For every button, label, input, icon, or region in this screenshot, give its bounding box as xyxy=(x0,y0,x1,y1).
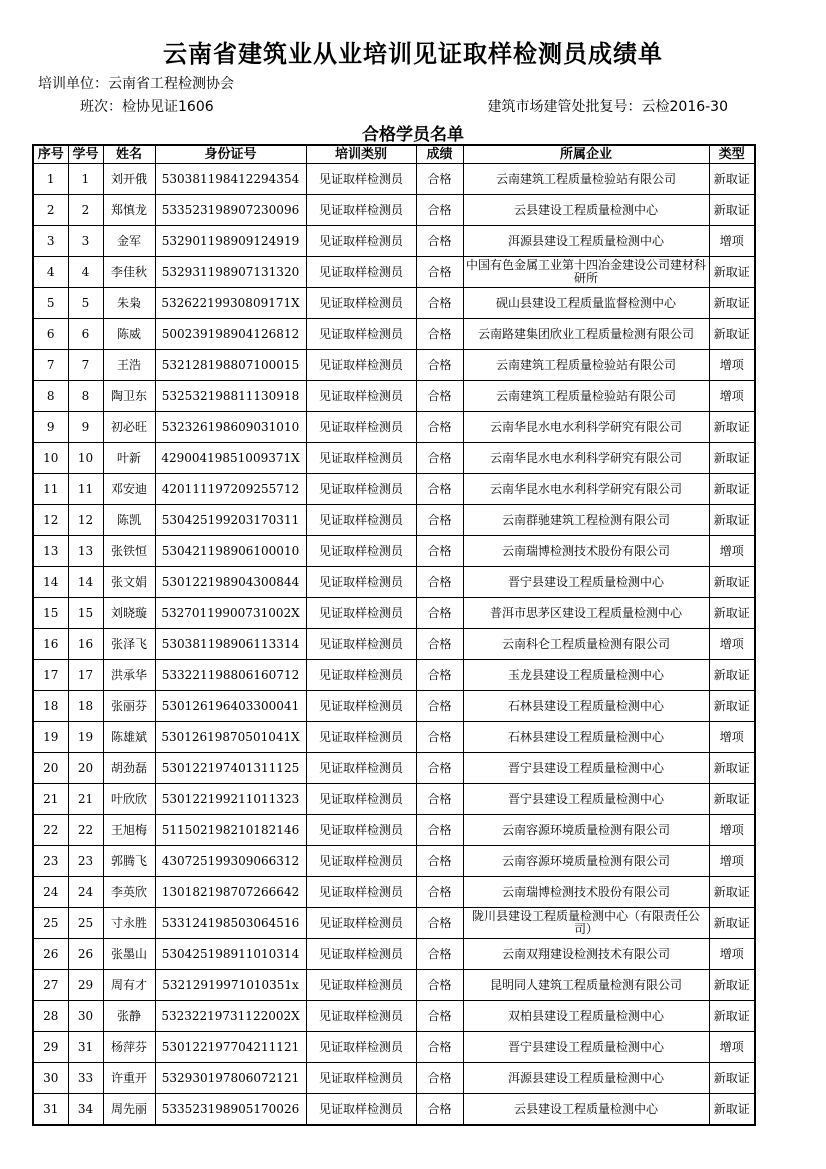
cell-student-id: 24 xyxy=(68,877,103,908)
cell-score: 合格 xyxy=(416,846,463,877)
cell-score: 合格 xyxy=(416,164,463,195)
cell-type: 增项 xyxy=(709,381,755,412)
table-row xyxy=(33,1063,755,1094)
cell-no: 7 xyxy=(33,350,68,381)
cell-category: 见证取样检测员 xyxy=(306,474,416,505)
cell-id-number: 533523198905170026 xyxy=(155,1094,306,1126)
cell-company: 云南华昆水电水利科学研究有限公司 xyxy=(463,412,709,443)
cell-type: 增项 xyxy=(709,629,755,660)
cell-student-id: 2 xyxy=(68,195,103,226)
cell-type: 新取证 xyxy=(709,288,755,319)
cell-student-id: 13 xyxy=(68,536,103,567)
table-row xyxy=(33,474,755,505)
table-row xyxy=(33,815,755,846)
cell-type: 新取证 xyxy=(709,567,755,598)
cell-student-id: 12 xyxy=(68,505,103,536)
cell-student-id: 20 xyxy=(68,753,103,784)
col-header-name: 姓名 xyxy=(103,145,155,164)
cell-category: 见证取样检测员 xyxy=(306,629,416,660)
cell-score: 合格 xyxy=(416,815,463,846)
cell-company: 昆明同人建筑工程质量检测有限公司 xyxy=(463,970,709,1001)
table-row xyxy=(33,288,755,319)
cell-id-number: 530122197704211121 xyxy=(155,1032,306,1063)
cell-score: 合格 xyxy=(416,908,463,939)
cell-category: 见证取样检测员 xyxy=(306,319,416,350)
cell-company: 云县建设工程质量检测中心 xyxy=(463,1094,709,1126)
page-title: 云南省建筑业从业培训见证取样检测员成绩单 xyxy=(163,40,663,68)
cell-category: 见证取样检测员 xyxy=(306,1063,416,1094)
cell-no: 19 xyxy=(33,722,68,753)
cell-score: 合格 xyxy=(416,567,463,598)
cell-score: 合格 xyxy=(416,536,463,567)
cell-name: 胡劲磊 xyxy=(103,753,155,784)
cell-id-number: 53212919971010351x xyxy=(155,970,306,1001)
cell-type: 新取证 xyxy=(709,164,755,195)
cell-no: 13 xyxy=(33,536,68,567)
cell-type: 新取证 xyxy=(709,753,755,784)
cell-id-number: 530421198906100010 xyxy=(155,536,306,567)
cell-category: 见证取样检测员 xyxy=(306,815,416,846)
cell-score: 合格 xyxy=(416,257,463,288)
cell-score: 合格 xyxy=(416,443,463,474)
cell-category: 见证取样检测员 xyxy=(306,598,416,629)
cell-no: 26 xyxy=(33,939,68,970)
cell-type: 新取证 xyxy=(709,784,755,815)
table-row xyxy=(33,722,755,753)
cell-score: 合格 xyxy=(416,319,463,350)
cell-score: 合格 xyxy=(416,226,463,257)
roster-table xyxy=(32,144,756,1126)
col-header-company: 所属企业 xyxy=(463,145,709,164)
table-row xyxy=(33,660,755,691)
cell-type: 新取证 xyxy=(709,195,755,226)
cell-name: 李佳秋 xyxy=(103,257,155,288)
cell-score: 合格 xyxy=(416,350,463,381)
cell-id-number: 532326198609031010 xyxy=(155,412,306,443)
cell-no: 14 xyxy=(33,567,68,598)
cell-name: 李英欣 xyxy=(103,877,155,908)
cell-name: 朱枭 xyxy=(103,288,155,319)
cell-student-id: 14 xyxy=(68,567,103,598)
col-header-type: 类型 xyxy=(709,145,755,164)
cell-score: 合格 xyxy=(416,629,463,660)
cell-type: 增项 xyxy=(709,536,755,567)
cell-company: 云县建设工程质量检测中心 xyxy=(463,195,709,226)
training-unit: 培训单位：云南省工程检测协会 xyxy=(38,76,234,92)
table-row xyxy=(33,908,755,939)
cell-category: 见证取样检测员 xyxy=(306,164,416,195)
cell-student-id: 26 xyxy=(68,939,103,970)
cell-type: 增项 xyxy=(709,722,755,753)
cell-score: 合格 xyxy=(416,1032,463,1063)
table-row xyxy=(33,164,755,195)
cell-company: 云南瑞博检测技术股份有限公司 xyxy=(463,536,709,567)
table-row xyxy=(33,846,755,877)
cell-student-id: 21 xyxy=(68,784,103,815)
cell-no: 11 xyxy=(33,474,68,505)
cell-student-id: 16 xyxy=(68,629,103,660)
cell-type: 新取证 xyxy=(709,505,755,536)
approval-number: 建筑市场建管处批复号：云检2016-30 xyxy=(487,99,728,115)
cell-name: 邓安迪 xyxy=(103,474,155,505)
cell-id-number: 53262219930809171X xyxy=(155,288,306,319)
cell-no: 8 xyxy=(33,381,68,412)
col-header-category: 培训类别 xyxy=(306,145,416,164)
cell-id-number: 530381198906113314 xyxy=(155,629,306,660)
cell-score: 合格 xyxy=(416,970,463,1001)
table-row xyxy=(33,629,755,660)
cell-name: 洪承华 xyxy=(103,660,155,691)
table-row xyxy=(33,877,755,908)
cell-company: 云南华昆水电水利科学研究有限公司 xyxy=(463,474,709,505)
table-row xyxy=(33,257,755,288)
cell-name: 张泽飞 xyxy=(103,629,155,660)
cell-id-number: 430725199309066312 xyxy=(155,846,306,877)
cell-score: 合格 xyxy=(416,381,463,412)
cell-no: 2 xyxy=(33,195,68,226)
cell-type: 增项 xyxy=(709,939,755,970)
cell-company: 云南建筑工程质量检验站有限公司 xyxy=(463,164,709,195)
cell-score: 合格 xyxy=(416,939,463,970)
cell-no: 21 xyxy=(33,784,68,815)
cell-score: 合格 xyxy=(416,1001,463,1032)
cell-score: 合格 xyxy=(416,505,463,536)
cell-type: 增项 xyxy=(709,350,755,381)
cell-no: 1 xyxy=(33,164,68,195)
cell-category: 见证取样检测员 xyxy=(306,195,416,226)
cell-id-number: 532930197806072121 xyxy=(155,1063,306,1094)
cell-category: 见证取样检测员 xyxy=(306,784,416,815)
cell-no: 9 xyxy=(33,412,68,443)
table-row xyxy=(33,536,755,567)
cell-company: 玉龙县建设工程质量检测中心 xyxy=(463,660,709,691)
cell-company: 晋宁县建设工程质量检测中心 xyxy=(463,1032,709,1063)
cell-category: 见证取样检测员 xyxy=(306,443,416,474)
cell-type: 新取证 xyxy=(709,1001,755,1032)
cell-type: 增项 xyxy=(709,846,755,877)
cell-type: 新取证 xyxy=(709,412,755,443)
cell-student-id: 6 xyxy=(68,319,103,350)
cell-id-number: 42900419851009371X xyxy=(155,443,306,474)
col-header-no: 序号 xyxy=(33,145,68,164)
cell-name: 张静 xyxy=(103,1001,155,1032)
table-row xyxy=(33,1001,755,1032)
cell-score: 合格 xyxy=(416,660,463,691)
cell-name: 陈威 xyxy=(103,319,155,350)
cell-no: 6 xyxy=(33,319,68,350)
cell-no: 12 xyxy=(33,505,68,536)
cell-category: 见证取样检测员 xyxy=(306,970,416,1001)
class-label: 班次：检协见证1606 xyxy=(80,99,214,115)
cell-name: 张丽芬 xyxy=(103,691,155,722)
cell-category: 见证取样检测员 xyxy=(306,1001,416,1032)
cell-no: 24 xyxy=(33,877,68,908)
cell-no: 20 xyxy=(33,753,68,784)
cell-company: 晋宁县建设工程质量检测中心 xyxy=(463,753,709,784)
cell-id-number: 530126196403300041 xyxy=(155,691,306,722)
cell-company: 云南路建集团欣业工程质量检测有限公司 xyxy=(463,319,709,350)
cell-score: 合格 xyxy=(416,195,463,226)
cell-name: 王旭梅 xyxy=(103,815,155,846)
cell-category: 见证取样检测员 xyxy=(306,1094,416,1126)
cell-score: 合格 xyxy=(416,412,463,443)
cell-type: 增项 xyxy=(709,226,755,257)
cell-type: 新取证 xyxy=(709,598,755,629)
cell-name: 刘晓璇 xyxy=(103,598,155,629)
cell-name: 张铁恒 xyxy=(103,536,155,567)
cell-id-number: 533124198503064516 xyxy=(155,908,306,939)
cell-student-id: 4 xyxy=(68,257,103,288)
col-header-score: 成绩 xyxy=(416,145,463,164)
cell-type: 增项 xyxy=(709,1032,755,1063)
cell-category: 见证取样检测员 xyxy=(306,908,416,939)
cell-company: 云南科仑工程质量检测有限公司 xyxy=(463,629,709,660)
cell-type: 新取证 xyxy=(709,660,755,691)
cell-category: 见证取样检测员 xyxy=(306,257,416,288)
cell-no: 10 xyxy=(33,443,68,474)
cell-no: 31 xyxy=(33,1094,68,1126)
cell-student-id: 23 xyxy=(68,846,103,877)
cell-id-number: 532532198811130918 xyxy=(155,381,306,412)
cell-id-number: 532128198807100015 xyxy=(155,350,306,381)
cell-type: 新取证 xyxy=(709,474,755,505)
cell-company: 石林县建设工程质量检测中心 xyxy=(463,722,709,753)
cell-no: 5 xyxy=(33,288,68,319)
cell-name: 周先丽 xyxy=(103,1094,155,1126)
header-row xyxy=(33,145,755,164)
cell-type: 新取证 xyxy=(709,443,755,474)
cell-category: 见证取样检测员 xyxy=(306,350,416,381)
cell-no: 15 xyxy=(33,598,68,629)
cell-company: 晋宁县建设工程质量检测中心 xyxy=(463,567,709,598)
cell-score: 合格 xyxy=(416,288,463,319)
cell-id-number: 532931198907131320 xyxy=(155,257,306,288)
cell-no: 17 xyxy=(33,660,68,691)
cell-no: 23 xyxy=(33,846,68,877)
cell-id-number: 530381198412294354 xyxy=(155,164,306,195)
cell-name: 陈凯 xyxy=(103,505,155,536)
col-header-id-number: 身份证号 xyxy=(155,145,306,164)
cell-name: 叶欣欣 xyxy=(103,784,155,815)
cell-score: 合格 xyxy=(416,1063,463,1094)
cell-company: 云南建筑工程质量检验站有限公司 xyxy=(463,381,709,412)
cell-company: 云南瑞博检测技术股份有限公司 xyxy=(463,877,709,908)
cell-student-id: 8 xyxy=(68,381,103,412)
cell-company: 云南容源环境质量检测有限公司 xyxy=(463,815,709,846)
cell-type: 新取证 xyxy=(709,877,755,908)
table-row xyxy=(33,1094,755,1126)
cell-company: 石林县建设工程质量检测中心 xyxy=(463,691,709,722)
cell-id-number: 533221198806160712 xyxy=(155,660,306,691)
cell-id-number: 530425199203170311 xyxy=(155,505,306,536)
cell-student-id: 17 xyxy=(68,660,103,691)
cell-category: 见证取样检测员 xyxy=(306,660,416,691)
cell-type: 新取证 xyxy=(709,319,755,350)
cell-no: 27 xyxy=(33,970,68,1001)
cell-company: 中国有色金属工业第十四冶金建设公司建材科研所 xyxy=(463,257,709,288)
cell-student-id: 25 xyxy=(68,908,103,939)
col-header-student-id: 学号 xyxy=(68,145,103,164)
cell-type: 新取证 xyxy=(709,691,755,722)
cell-name: 叶新 xyxy=(103,443,155,474)
cell-id-number: 532901198909124919 xyxy=(155,226,306,257)
cell-score: 合格 xyxy=(416,1094,463,1126)
cell-type: 新取证 xyxy=(709,970,755,1001)
cell-type: 新取证 xyxy=(709,257,755,288)
cell-student-id: 5 xyxy=(68,288,103,319)
cell-student-id: 1 xyxy=(68,164,103,195)
cell-score: 合格 xyxy=(416,691,463,722)
cell-no: 28 xyxy=(33,1001,68,1032)
table-row xyxy=(33,691,755,722)
cell-student-id: 7 xyxy=(68,350,103,381)
cell-category: 见证取样检测员 xyxy=(306,939,416,970)
cell-type: 新取证 xyxy=(709,1094,755,1126)
table-row xyxy=(33,319,755,350)
cell-name: 初必旺 xyxy=(103,412,155,443)
cell-id-number: 130182198707266642 xyxy=(155,877,306,908)
cell-id-number: 53270119900731002X xyxy=(155,598,306,629)
cell-no: 29 xyxy=(33,1032,68,1063)
cell-company: 云南建筑工程质量检验站有限公司 xyxy=(463,350,709,381)
cell-id-number: 530122197401311125 xyxy=(155,753,306,784)
cell-score: 合格 xyxy=(416,877,463,908)
cell-company: 云南容源环境质量检测有限公司 xyxy=(463,846,709,877)
cell-no: 25 xyxy=(33,908,68,939)
cell-category: 见证取样检测员 xyxy=(306,877,416,908)
cell-company: 云南双翔建设检测技术有限公司 xyxy=(463,939,709,970)
cell-category: 见证取样检测员 xyxy=(306,753,416,784)
cell-company: 双柏县建设工程质量检测中心 xyxy=(463,1001,709,1032)
cell-company: 洱源县建设工程质量检测中心 xyxy=(463,226,709,257)
cell-student-id: 19 xyxy=(68,722,103,753)
cell-student-id: 31 xyxy=(68,1032,103,1063)
cell-student-id: 3 xyxy=(68,226,103,257)
table-row xyxy=(33,970,755,1001)
cell-category: 见证取样检测员 xyxy=(306,1032,416,1063)
cell-id-number: 533523198907230096 xyxy=(155,195,306,226)
cell-category: 见证取样检测员 xyxy=(306,412,416,443)
cell-student-id: 10 xyxy=(68,443,103,474)
cell-student-id: 29 xyxy=(68,970,103,1001)
cell-id-number: 53232219731122002X xyxy=(155,1001,306,1032)
cell-company: 云南华昆水电水利科学研究有限公司 xyxy=(463,443,709,474)
cell-name: 金军 xyxy=(103,226,155,257)
table-row xyxy=(33,598,755,629)
cell-no: 18 xyxy=(33,691,68,722)
cell-score: 合格 xyxy=(416,474,463,505)
cell-category: 见证取样检测员 xyxy=(306,691,416,722)
cell-type: 新取证 xyxy=(709,1063,755,1094)
cell-name: 陈雄斌 xyxy=(103,722,155,753)
table-row xyxy=(33,1032,755,1063)
cell-id-number: 53012619870501041X xyxy=(155,722,306,753)
cell-id-number: 511502198210182146 xyxy=(155,815,306,846)
cell-type: 新取证 xyxy=(709,908,755,939)
table-row xyxy=(33,195,755,226)
cell-id-number: 420111197209255712 xyxy=(155,474,306,505)
cell-no: 4 xyxy=(33,257,68,288)
cell-category: 见证取样检测员 xyxy=(306,536,416,567)
table-row xyxy=(33,784,755,815)
table-row xyxy=(33,939,755,970)
cell-student-id: 34 xyxy=(68,1094,103,1126)
cell-score: 合格 xyxy=(416,784,463,815)
cell-id-number: 530122199211011323 xyxy=(155,784,306,815)
table-row xyxy=(33,381,755,412)
cell-student-id: 9 xyxy=(68,412,103,443)
cell-score: 合格 xyxy=(416,598,463,629)
cell-no: 16 xyxy=(33,629,68,660)
cell-category: 见证取样检测员 xyxy=(306,567,416,598)
cell-name: 陶卫东 xyxy=(103,381,155,412)
cell-category: 见证取样检测员 xyxy=(306,288,416,319)
cell-category: 见证取样检测员 xyxy=(306,722,416,753)
cell-no: 3 xyxy=(33,226,68,257)
cell-id-number: 530122198904300844 xyxy=(155,567,306,598)
cell-score: 合格 xyxy=(416,722,463,753)
table-row xyxy=(33,567,755,598)
cell-company: 砚山县建设工程质量监督检测中心 xyxy=(463,288,709,319)
roster-body xyxy=(33,164,755,1126)
cell-category: 见证取样检测员 xyxy=(306,381,416,412)
cell-category: 见证取样检测员 xyxy=(306,846,416,877)
table-row xyxy=(33,505,755,536)
cell-company: 普洱市思茅区建设工程质量检测中心 xyxy=(463,598,709,629)
cell-name: 杨萍芬 xyxy=(103,1032,155,1063)
cell-name: 郑慎龙 xyxy=(103,195,155,226)
table-row xyxy=(33,753,755,784)
cell-name: 许重开 xyxy=(103,1063,155,1094)
cell-student-id: 18 xyxy=(68,691,103,722)
cell-name: 寸永胜 xyxy=(103,908,155,939)
cell-no: 30 xyxy=(33,1063,68,1094)
cell-student-id: 22 xyxy=(68,815,103,846)
cell-name: 郭腾飞 xyxy=(103,846,155,877)
cell-name: 周有才 xyxy=(103,970,155,1001)
table-row xyxy=(33,350,755,381)
table-row xyxy=(33,412,755,443)
cell-student-id: 11 xyxy=(68,474,103,505)
cell-company: 洱源县建设工程质量检测中心 xyxy=(463,1063,709,1094)
cell-id-number: 530425198911010314 xyxy=(155,939,306,970)
cell-student-id: 15 xyxy=(68,598,103,629)
cell-student-id: 30 xyxy=(68,1001,103,1032)
cell-type: 增项 xyxy=(709,815,755,846)
cell-name: 张墨山 xyxy=(103,939,155,970)
cell-company: 云南群驰建筑工程检测有限公司 xyxy=(463,505,709,536)
table-subtitle: 合格学员名单 xyxy=(362,125,464,145)
cell-company: 晋宁县建设工程质量检测中心 xyxy=(463,784,709,815)
cell-category: 见证取样检测员 xyxy=(306,505,416,536)
cell-no: 22 xyxy=(33,815,68,846)
table-row xyxy=(33,226,755,257)
cell-score: 合格 xyxy=(416,753,463,784)
cell-student-id: 33 xyxy=(68,1063,103,1094)
cell-name: 刘开俄 xyxy=(103,164,155,195)
cell-category: 见证取样检测员 xyxy=(306,226,416,257)
cell-name: 王浩 xyxy=(103,350,155,381)
cell-name: 张文娟 xyxy=(103,567,155,598)
cell-id-number: 500239198904126812 xyxy=(155,319,306,350)
cell-company: 陇川县建设工程质量检测中心（有限责任公司） xyxy=(463,908,709,939)
table-row xyxy=(33,443,755,474)
